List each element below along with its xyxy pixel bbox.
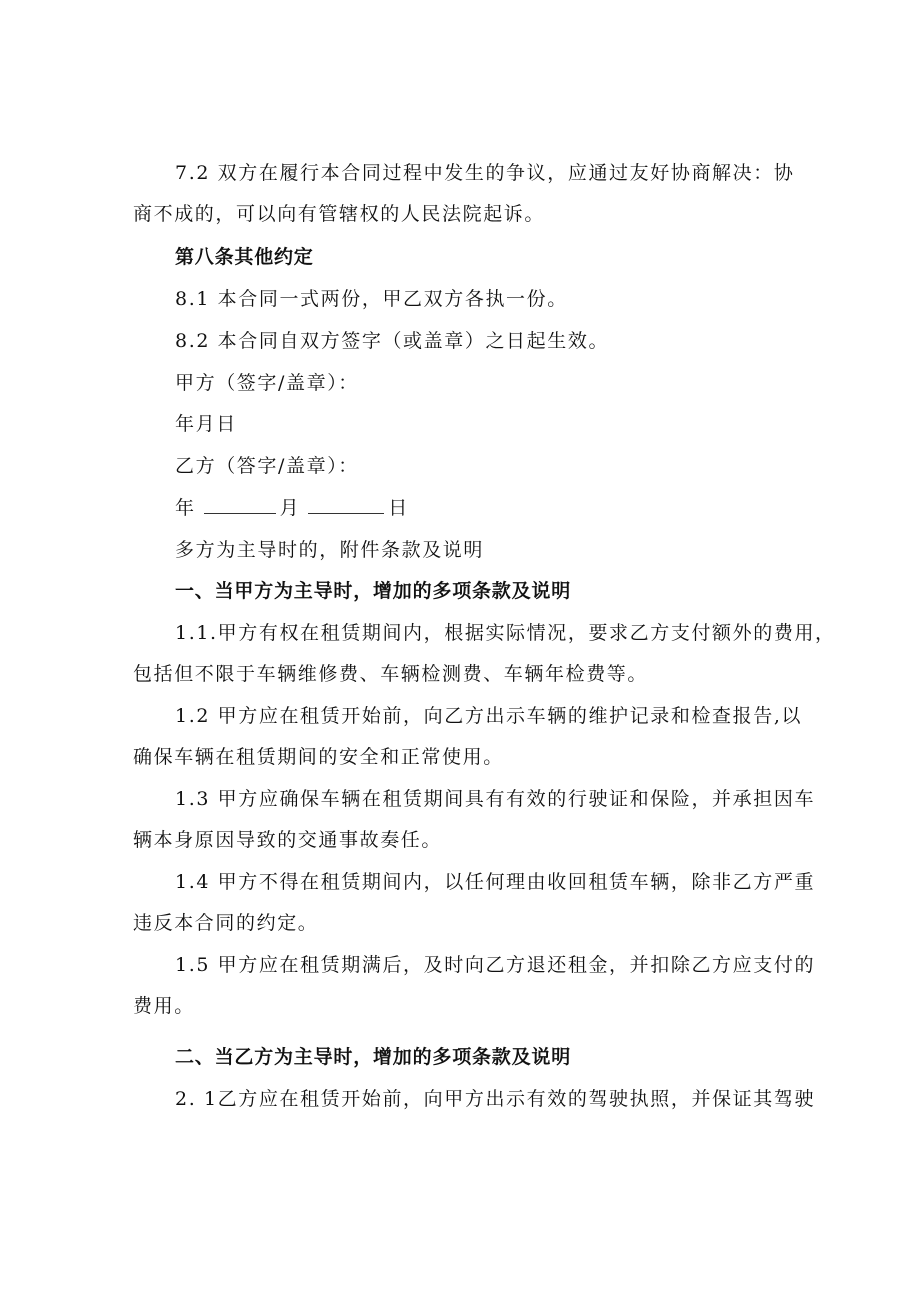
clause-1-4-line2: 违反本合同的约定。 [133, 912, 319, 934]
appendix-title: 多方为主导时的，附件条款及说明 [175, 539, 485, 561]
clause-1-5-line2: 费用。 [133, 995, 195, 1017]
clause-7-2-line1: 7.2 双方在履行本合同过程中发生的争议，应通过友好协商解决：协 [175, 162, 795, 184]
clause-8-1: 8.1 本合同一式两份，甲乙双方各执一份。 [175, 288, 568, 310]
clause-1-1-line2: 包括但不限于车辆维修费、车辆检测费、车辆年检费等。 [133, 663, 649, 685]
month-blank-line [204, 495, 276, 514]
day-blank-line [308, 495, 384, 514]
clause-8-2: 8.2 本合同自双方签字（或盖章）之日起生效。 [175, 330, 610, 352]
clause-2-1-line1: 2. 1乙方应在租赁开始前，向甲方出示有效的驾驶执照，并保证其驾驶 [175, 1088, 816, 1110]
date-year-label: 年 [175, 497, 196, 519]
party-b-signature-label: 乙方（答字/盖章）： [175, 455, 359, 477]
section-2-heading: 二、当乙方为主导时，增加的多项条款及说明 [175, 1046, 572, 1068]
clause-1-3-line2: 辆本身原因导致的交通事故奏任。 [133, 829, 443, 851]
date-month-label: 月 [279, 497, 301, 519]
party-a-signature-label: 甲方（签字/盖章）： [175, 372, 359, 394]
clause-1-1-line1: 1.1.甲方有权在租赁期间内，根据实际情况，要求乙方支付额外的费用， [175, 622, 836, 644]
clause-1-4-line1: 1.4 甲方不得在租赁期间内，以任何理由收回租赁车辆，除非乙方严重 [175, 871, 816, 893]
date-day-label: 日 [388, 497, 409, 519]
party-a-date: 年月日 [175, 413, 237, 435]
clause-1-2-line2: 确保车辆在租赁期间的安全和正常使用。 [133, 746, 504, 768]
section-1-heading: 一、当甲方为主导时，增加的多项条款及说明 [175, 580, 572, 602]
party-b-date-line [175, 495, 409, 521]
clause-1-3-line1: 1.3 甲方应确保车辆在租赁期间具有有效的行驶证和保险，并承担因车 [175, 788, 816, 810]
article-8-heading: 第八条其他约定 [175, 246, 314, 268]
clause-1-5-line1: 1.5 甲方应在租赁期满后，及时向乙方退还租金，并扣除乙方应支付的 [175, 954, 816, 976]
clause-1-2-line1: 1.2 甲方应在租赁开始前，向乙方出示车辆的维护记录和检查报告,以 [175, 705, 803, 727]
clause-7-2-line2: 商不成的，可以向有管辖权的人民法院起诉。 [133, 203, 546, 225]
